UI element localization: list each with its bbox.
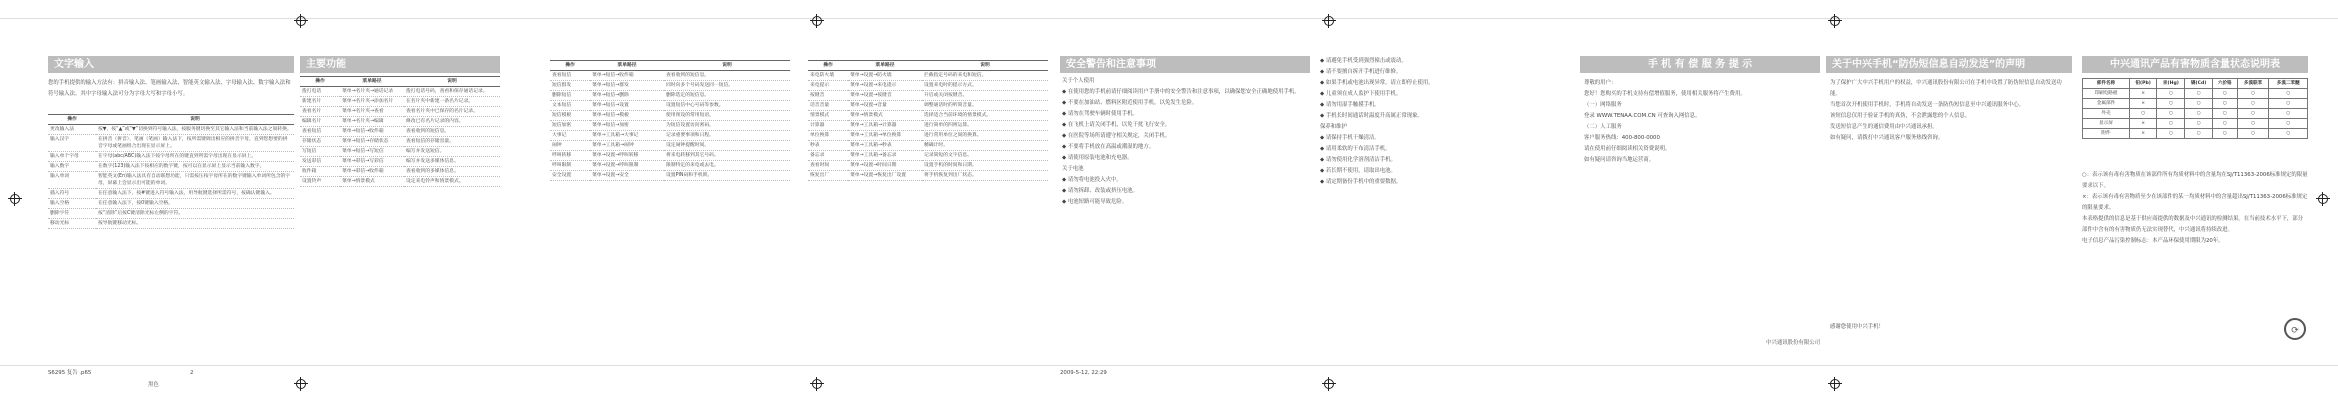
table-header-row xyxy=(550,61,790,71)
registration-mark-icon xyxy=(1828,377,1842,391)
table-cell: ○ xyxy=(2237,129,2269,139)
table-row xyxy=(550,171,790,181)
table-cell: ○ xyxy=(2185,129,2212,139)
table-cell: 呼叫转移 xyxy=(550,151,590,161)
table-cell: 查看收到的短信息。 xyxy=(664,71,790,81)
table-cell: 查看短信 xyxy=(300,127,340,137)
table-cell: 设置铃声 xyxy=(300,177,340,187)
table-row xyxy=(550,81,790,91)
registration-mark-icon xyxy=(1322,377,1336,391)
table-row xyxy=(550,111,790,121)
table-cell: 短信模板 xyxy=(550,111,590,121)
table-row xyxy=(808,81,1048,91)
table-row xyxy=(48,189,294,199)
table-header-row xyxy=(48,115,294,125)
service-text: 尊敬的用户： 您好！您购买的手机支持有偿增值服务，使用相关服务将产生费用。 （一）网络服务 登录 WWW.TENAA.COM.CN 可查询入网信息。 （二）人工服务 客户服务热线：400-800-0000 请在使用前仔细阅读相关资费说明。 如有疑问请咨询当地运营商。 xyxy=(1584,80,1746,163)
table-cell: 查看名片夹中已保存的名片记录。 xyxy=(404,107,500,117)
table-cell: 限制特定的来电或去电。 xyxy=(664,161,790,171)
table-row xyxy=(48,172,294,189)
table-row xyxy=(300,87,500,97)
table-cell: 铅(Pb) xyxy=(2130,79,2157,89)
table-cell: 菜单→工具箱→大事记 xyxy=(590,131,664,141)
table-cell: ○ xyxy=(2130,109,2157,119)
table-cell: 菜单→设置→时间日期 xyxy=(848,161,922,171)
table-cell: 菜单→设置→按键音 xyxy=(848,91,922,101)
table-row xyxy=(808,91,1048,101)
table-cell: 菜单→设置→安全 xyxy=(590,171,664,181)
table-cell: 插入符号 xyxy=(48,189,96,199)
table-cell: 删除字符 xyxy=(48,209,96,219)
table-cell: 情景模式 xyxy=(808,111,848,121)
table-row xyxy=(2083,99,2308,109)
table-cell: 说明 xyxy=(922,61,1048,71)
table-cell: × xyxy=(2130,99,2157,109)
table-cell: × xyxy=(2130,89,2157,99)
table-row xyxy=(48,209,294,219)
table-cell: ○ xyxy=(2185,99,2212,109)
table-row xyxy=(550,131,790,141)
table-cell: 菜单→短信→存储状态 xyxy=(340,137,404,147)
table-row xyxy=(300,137,500,147)
hazard-notes: ○：表示该有毒有害物质在该部件所有均质材料中的含量均在SJ/T11363-2006标准规定的限量要求以下。 ×：表示该有毒有害物质至少在该部件的某一均质材料中的含量超出SJ/T11363-2006标准规定的限量要求。 本表格提供的信息是基于供应商提供的数据及中兴通讯的检测结果。在当前技术水平下，部分部件中含有的有害物质仍无法实现替代，中兴通讯将持续改进。 电子信息产品污染控制标志：本产品环保使用期限为20年。 xyxy=(2082,172,2308,244)
trim-line-bottom xyxy=(0,365,2338,366)
table-cell: 菜单→设置→防火墙 xyxy=(848,71,922,81)
registration-mark-icon xyxy=(8,192,22,206)
table-cell: 菜单→名片夹→查看 xyxy=(340,107,404,117)
input-intro: 您的手机提供的输入方法有：拼音输入法、笔画输入法、智能英文输入法、字母输入法、数字输入法和符号输入法。其中字母输入法可分为字母大写和字母小写。 xyxy=(48,80,291,97)
table-cell: 输入数字 xyxy=(48,162,96,172)
table-cell: 菜单→名片夹→编辑 xyxy=(340,117,404,127)
table-cell: 多溴联苯 xyxy=(2237,79,2269,89)
table-row xyxy=(48,162,294,172)
table-cell: 菜单→设置→呼叫限制 xyxy=(590,161,664,171)
table-cell: 镉(Cd) xyxy=(2185,79,2212,89)
tools-table xyxy=(808,60,1048,181)
table-row xyxy=(550,101,790,111)
table-cell: 单位换算 xyxy=(808,131,848,141)
table-row xyxy=(48,219,294,229)
table-cell: 在数字(123)输入法下按相应的数字键，按可以在显示屏上显示当前输入数字。 xyxy=(96,162,294,172)
footer-date: 2009-5-12, 22:29 xyxy=(1060,370,1107,376)
table-cell: 菜单→短信→删除 xyxy=(590,91,664,101)
table-cell: ○ xyxy=(2269,119,2308,129)
table-cell: ○ xyxy=(2212,129,2237,139)
table-row xyxy=(550,91,790,101)
table-cell: 拨打电话 xyxy=(300,87,340,97)
table-cell: 查看短信 xyxy=(550,71,590,81)
table-cell: 输入单词 xyxy=(48,172,96,189)
section-title-input: 文字输入 xyxy=(48,56,294,73)
table-cell: 菜单路径 xyxy=(848,61,922,71)
table-cell: 记录简短的文字信息。 xyxy=(922,151,1048,161)
table-cell: 写短信 xyxy=(300,147,340,157)
table-cell: 菜单→设置→恢复出厂设置 xyxy=(848,171,922,181)
table-row xyxy=(300,177,500,187)
safety-text-1: 关于个人使用 ◆ 在使用您的手机前请仔细阅读用户手册中的安全警告和注意事项，以确保您安全正确地使用手机。 ◆ 不要在加油站、燃料区附近使用手机，以免发生危险。 ◆ 请勿在驾驶车辆时使用手机。 ◆ 在飞机上请关闭手机，以免干扰飞行安全。 ◆ 在医院等场所请遵守相关规定，关闭手机。 ◆ 不要将手机放在高温或潮湿的地方。 ◆ 请使用原装电池和充电器。 关于电池 ◆ 请勿将电池投入火中。 ◆ 请勿拆卸、改装或挤压电池。 ◆ 电池短路可能导致危险。 xyxy=(1062,78,1300,205)
registration-mark-icon xyxy=(2316,192,2330,206)
table-cell: 菜单→短信→模板 xyxy=(590,111,664,121)
table-cell: 使用预设的常用短语。 xyxy=(664,111,790,121)
table-cell: 菜单路径 xyxy=(340,77,404,87)
table-cell: 查看名片 xyxy=(300,107,340,117)
section-title-functions: 主要功能 xyxy=(300,56,500,73)
table-cell: 菜单→设置→音量 xyxy=(848,101,922,111)
table-cell: 金属部件 xyxy=(2083,99,2130,109)
table-cell: ○ xyxy=(2157,129,2185,139)
table-cell: 查看短信的存储容量。 xyxy=(404,137,500,147)
table-cell: 印刷电路板 xyxy=(2083,89,2130,99)
table-cell: 查看收到的短信息。 xyxy=(404,127,500,137)
table-cell: 操作 xyxy=(300,77,340,87)
footer-page: 2 xyxy=(190,370,194,376)
table-cell: ○ xyxy=(2185,89,2212,99)
table-cell: 菜单→彩信→写彩信 xyxy=(340,157,404,167)
table-cell: 部件名称 xyxy=(2083,79,2130,89)
table-cell: ○ xyxy=(2269,89,2308,99)
table-cell: 设置手机的时间和日期。 xyxy=(922,161,1048,171)
table-cell: ○ xyxy=(2212,109,2237,119)
table-cell: 恢复出厂 xyxy=(808,171,848,181)
col-op: 操作 xyxy=(48,115,96,125)
table-cell: 设定闹钟提醒时间。 xyxy=(664,141,790,151)
registration-mark-icon xyxy=(1828,14,1842,28)
table-row xyxy=(300,157,500,167)
epp-logo-icon: ⟳ xyxy=(2284,318,2306,340)
table-cell: 秒表 xyxy=(808,141,848,151)
table-cell: ○ xyxy=(2212,119,2237,129)
section-title-service: 手 机 有 偿 服 务 提 示 xyxy=(1580,56,1820,73)
table-cell: 备忘录 xyxy=(808,151,848,161)
table-row xyxy=(48,135,294,152)
table-cell: 查看时间 xyxy=(808,161,848,171)
hazard-table xyxy=(2082,78,2308,139)
table-row xyxy=(808,161,1048,171)
table-header-row xyxy=(300,77,500,87)
table-cell: 编写并发送短信。 xyxy=(404,147,500,157)
table-cell: 设置短信中心号码等参数。 xyxy=(664,101,790,111)
table-cell: ○ xyxy=(2212,99,2237,109)
table-cell: 新建名片 xyxy=(300,97,340,107)
table-cell: 在拼音（拼音）、笔画（笔画）输入法下，按所需键调出相应的拼音字母，直到您想要的拼音字母或笔画组合出现在显示屏上。 xyxy=(96,135,294,152)
table-cell: 输入汉字 xyxy=(48,135,96,152)
table-cell: 计算器 xyxy=(808,121,848,131)
table-cell: 菜单→短信→设置 xyxy=(590,101,664,111)
table-cell: 输入单个字母 xyxy=(48,152,96,162)
footer-file: S6295 复告 .p65 xyxy=(48,370,92,376)
table-cell: 菜单→彩信→收件箱 xyxy=(340,167,404,177)
table-row xyxy=(808,71,1048,81)
table-cell: 精确计时。 xyxy=(922,141,1048,151)
table-cell: ○ xyxy=(2269,129,2308,139)
table-cell: 说明 xyxy=(404,77,500,87)
table-cell: 输入空格 xyxy=(48,199,96,209)
table-cell: 菜单→设置→来电提示 xyxy=(848,81,922,91)
table-header-row xyxy=(2083,79,2308,89)
table-cell: 智能英文(En)输入法具有自动联想功能，只需按压按字母所在的数字键输入单词所包含的字母，屏幕上会显示出可能的单词。 xyxy=(96,172,294,189)
table-cell: 开启或关闭按键音。 xyxy=(922,91,1048,101)
table-cell: 按导航键移动光标。 xyxy=(96,219,294,229)
table-cell: 进行简单的四则运算。 xyxy=(922,121,1048,131)
table-row xyxy=(300,147,500,157)
table-cell: 设置来电时的提示方式。 xyxy=(922,81,1048,91)
table-row xyxy=(300,127,500,137)
table-cell: 菜单→名片夹→通话记录 xyxy=(340,87,404,97)
col-desc: 说明 xyxy=(96,115,294,125)
table-cell: 菜单→工具箱→备忘录 xyxy=(848,151,922,161)
table-cell: 拨打电话号码，查看和保存通话记录。 xyxy=(404,87,500,97)
trim-line-top xyxy=(0,18,2338,19)
table-row xyxy=(808,121,1048,131)
table-cell: 将来电转移到其它号码。 xyxy=(664,151,790,161)
table-row xyxy=(300,117,500,127)
table-row xyxy=(2083,89,2308,99)
table-cell: 查看收到的多媒体信息。 xyxy=(404,167,500,177)
autodial-text: 为了保护广大中兴手机用户的权益，中兴通讯股份有限公司在手机中设置了防伪短信息自动发送功能。 当您首次开机使用手机时，手机将自动发送一条防伪短信息至中兴通讯服务中心。 该短信息仅用于验证手机的真伪，不会泄露您的个人信息。 发送短信息产生的通信费用由中兴通讯承担。 如有疑问，请拨打中兴通讯客户服务热线咨询。 xyxy=(1830,80,2062,141)
table-cell: 删除短信 xyxy=(550,91,590,101)
table-cell: 来电提示 xyxy=(808,81,848,91)
table-cell: 菜单→短信→群发 xyxy=(590,81,664,91)
table-cell: 在名片夹中新建一条名片记录。 xyxy=(404,97,500,107)
table-cell: 菜单→短信→收件箱 xyxy=(340,127,404,137)
table-cell: 设置PIN码和手机锁。 xyxy=(664,171,790,181)
input-table xyxy=(48,114,294,229)
table-row xyxy=(2083,119,2308,129)
table-cell: 拦截指定号码的来电和短信。 xyxy=(922,71,1048,81)
table-cell: 来电防火墙 xyxy=(808,71,848,81)
table-cell: 大事记 xyxy=(550,131,590,141)
section-title-safety: 安全警告和注意事项 xyxy=(1060,56,1310,73)
table-cell: 六价铬 xyxy=(2212,79,2237,89)
table-cell: 闹钟 xyxy=(550,141,590,151)
table-cell: 短信群发 xyxy=(550,81,590,91)
table-header-row xyxy=(808,61,1048,71)
registration-mark-icon xyxy=(294,377,308,391)
table-cell: 按“清除”后按C键清除光标左侧的字符。 xyxy=(96,209,294,219)
table-cell: 调整通话时的听筒音量。 xyxy=(922,101,1048,111)
table-cell: 移动光标 xyxy=(48,219,96,229)
table-cell: ○ xyxy=(2237,119,2269,129)
registration-mark-icon xyxy=(810,14,824,28)
table-cell: 同时向多个号码发送同一短信。 xyxy=(664,81,790,91)
table-cell: × xyxy=(2130,129,2157,139)
functions-table xyxy=(300,76,500,187)
table-cell: 删除选定的短信息。 xyxy=(664,91,790,101)
table-cell: 汞(Hg) xyxy=(2157,79,2185,89)
table-row xyxy=(2083,129,2308,139)
table-cell: × xyxy=(2130,119,2157,129)
table-cell: 按键音 xyxy=(808,91,848,101)
table-cell: ○ xyxy=(2185,109,2212,119)
autodial-footer: 感谢您使用中兴手机！ xyxy=(1830,324,1884,330)
table-row xyxy=(48,125,294,135)
table-cell: 菜单→名片夹→添加名片 xyxy=(340,97,404,107)
table-row xyxy=(550,161,790,171)
table-cell: 在任意输入法下，按0键输入空格。 xyxy=(96,199,294,209)
registration-mark-icon xyxy=(1322,14,1336,28)
table-cell: 菜单→情景模式 xyxy=(848,111,922,121)
table-cell: 存储状态 xyxy=(300,137,340,147)
table-cell: ○ xyxy=(2157,99,2185,109)
registration-mark-icon xyxy=(294,14,308,28)
table-cell: ○ xyxy=(2237,89,2269,99)
table-cell: 发送彩信 xyxy=(300,157,340,167)
table-cell: 在任意输入法下，按#键进入符号输入法，用导航键选择所需符号，按确认键输入。 xyxy=(96,189,294,199)
table-cell: 编辑名片 xyxy=(300,117,340,127)
table-cell: 呼叫限制 xyxy=(550,161,590,171)
table-cell: 菜单→工具箱→秒表 xyxy=(848,141,922,151)
table-cell: 菜单→短信→收件箱 xyxy=(590,71,664,81)
table-cell: 记录重要事项和日程。 xyxy=(664,131,790,141)
table-row xyxy=(808,151,1048,161)
registration-mark-icon xyxy=(810,377,824,391)
table-cell: ○ xyxy=(2157,89,2185,99)
table-cell: 设定来电铃声和情景模式。 xyxy=(404,177,500,187)
table-row xyxy=(300,167,500,177)
table-row xyxy=(300,107,500,117)
table-cell: 说明 xyxy=(664,61,790,71)
table-cell: 按▼，按“▲”或“▼”切换到符号输入法，按服务键切换至其它输入法和当前输入法之间转换。 xyxy=(96,125,294,135)
table-cell: 菜单路径 xyxy=(590,61,664,71)
table-cell: ○ xyxy=(2157,119,2185,129)
table-cell: 操作 xyxy=(808,61,848,71)
table-cell: ○ xyxy=(2212,89,2237,99)
table-cell: ○ xyxy=(2269,99,2308,109)
safety-text-2: ◆ 请避免手机受到强烈撞击或震动。 ◆ 请不要擅自拆开手机进行维修。 ◆ 如果手机或电池出现异常，请立即停止使用。 ◆ 儿童须在成人监护下使用手机。 ◆ 请勿用湿手触摸手机。 ◆ 手机长时间通话时温度升高属正常现象。 保养和维护 ◆ 请保持手机干燥清洁。 ◆ 请用柔软的干布清洁手机。 ◆ 请勿使用化学溶剂清洁手机。 ◆ 若长期不使用，请取出电池。 ◆ 请定期备份手机中的重要数据。 xyxy=(1320,58,1434,185)
table-cell: 菜单→情景模式 xyxy=(340,177,404,187)
table-cell: 显示屏 xyxy=(2083,119,2130,129)
table-cell: 菜单→短信→加密 xyxy=(590,121,664,131)
table-row xyxy=(550,71,790,81)
table-row xyxy=(808,141,1048,151)
table-cell: 在字母(abc/ABC)输入法下按字母所在的键直到所需字母出现在显示屏上。 xyxy=(96,152,294,162)
section-title-autodial: 关于中兴手机“防伪短信息自动发送”的声明 xyxy=(1826,56,2072,73)
table-row xyxy=(550,141,790,151)
table-cell: 将手机恢复到出厂状态。 xyxy=(922,171,1048,181)
table-row xyxy=(48,199,294,209)
table-cell: 进行常用单位之间的换算。 xyxy=(922,131,1048,141)
table-cell: 菜单→工具箱→单位换算 xyxy=(848,131,922,141)
table-cell: ○ xyxy=(2269,109,2308,119)
table-cell: 短信加密 xyxy=(550,121,590,131)
table-cell: 操作 xyxy=(550,61,590,71)
footer-color-mark: 黑色 xyxy=(148,382,159,388)
table-row xyxy=(300,97,500,107)
table-cell: 附件 xyxy=(2083,129,2130,139)
table-cell: 修改已有名片记录的内容。 xyxy=(404,117,500,127)
table-cell: 菜单→工具箱→计算器 xyxy=(848,121,922,131)
settings-table xyxy=(550,60,790,181)
table-row xyxy=(808,101,1048,111)
table-row xyxy=(808,111,1048,121)
table-cell: 话音音量 xyxy=(808,101,848,111)
table-row xyxy=(808,131,1048,141)
table-cell: 菜单→工具箱→闹钟 xyxy=(590,141,664,151)
table-cell: 安全设置 xyxy=(550,171,590,181)
table-cell: 外壳 xyxy=(2083,109,2130,119)
table-cell: 编写并发送多媒体信息。 xyxy=(404,157,500,167)
table-row xyxy=(808,171,1048,181)
table-cell: 菜单→设置→呼叫转移 xyxy=(590,151,664,161)
table-cell: 收件箱 xyxy=(300,167,340,177)
table-row xyxy=(48,152,294,162)
section-title-hazard: 中兴通讯产品有害物质含量状态说明表 xyxy=(2082,56,2308,73)
table-cell: ○ xyxy=(2237,99,2269,109)
table-cell: ○ xyxy=(2185,119,2212,129)
table-row xyxy=(2083,109,2308,119)
table-cell: ○ xyxy=(2237,109,2269,119)
table-row xyxy=(550,121,790,131)
table-cell: 为短信设置访问密码。 xyxy=(664,121,790,131)
table-cell: 更改输入法 xyxy=(48,125,96,135)
table-cell: 多溴二苯醚 xyxy=(2269,79,2308,89)
service-footer: 中兴通讯股份有限公司 xyxy=(1766,340,1820,346)
table-cell: 文本短信 xyxy=(550,101,590,111)
table-cell: 菜单→短信→写短信 xyxy=(340,147,404,157)
table-cell: 选择适合当前环境的情景模式。 xyxy=(922,111,1048,121)
table-row xyxy=(550,151,790,161)
table-cell: ○ xyxy=(2157,109,2185,119)
